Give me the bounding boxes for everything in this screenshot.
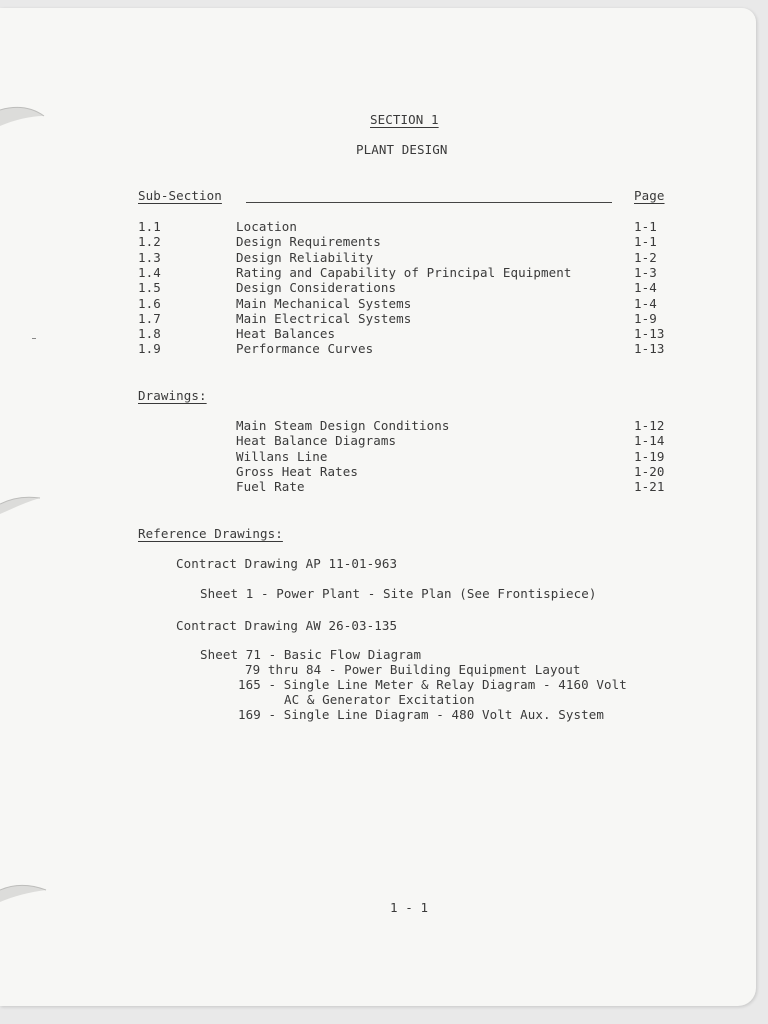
- plant-design-title: PLANT DESIGN: [356, 142, 448, 157]
- drawing-row-page: 1-20: [634, 463, 665, 479]
- section-title: SECTION 1: [370, 112, 439, 127]
- toc-row-title: Performance Curves: [236, 341, 374, 357]
- toc-row-page: 1-9: [634, 310, 657, 326]
- sheet-71-entry: Sheet 71 - Basic Flow Diagram: [200, 647, 422, 662]
- toc-row-number: 1.2: [138, 234, 161, 250]
- page-number: 1 - 1: [390, 900, 429, 915]
- toc-row-page: 1-4: [634, 295, 657, 311]
- drawings-label: Drawings:: [138, 388, 207, 403]
- sub-section-header: Sub-Section: [138, 188, 222, 203]
- page-header: Page: [634, 188, 665, 203]
- reference-drawings-label: Reference Drawings:: [138, 526, 283, 541]
- drawing-row-title: Gross Heat Rates: [236, 463, 359, 479]
- toc-row-title: Design Requirements: [236, 234, 381, 250]
- toc-row-title: Design Reliability: [236, 249, 374, 265]
- sheet-165-entry: 165 - Single Line Meter & Relay Diagram - 4160 Volt: [238, 677, 627, 692]
- toc-row-page: 1-1: [634, 219, 657, 234]
- toc-row-number: 1.7: [138, 310, 161, 326]
- toc-row-page: 1-13: [634, 341, 665, 357]
- binder-hole-bottom-icon: [0, 880, 48, 916]
- binder-hole-top-icon: [0, 102, 48, 138]
- sheet-1-site-plan: Sheet 1 - Power Plant - Site Plan (See Frontispiece): [200, 586, 597, 601]
- toc-row-number: 1.8: [138, 326, 161, 342]
- sheet-79-84-entry: 79 thru 84 - Power Building Equipment Layout: [245, 662, 581, 677]
- toc-row-number: 1.1: [138, 219, 161, 234]
- toc-row-title: Rating and Capability of Principal Equipment: [236, 264, 572, 280]
- drawing-row-title: Main Steam Design Conditions: [236, 418, 450, 433]
- stray-mark: [32, 338, 36, 339]
- document-page: [0, 8, 756, 1006]
- drawing-row-page: 1-12: [634, 418, 665, 433]
- toc-row-title: Design Considerations: [236, 280, 397, 296]
- drawing-row-title: Fuel Rate: [236, 479, 305, 495]
- header-rule: [246, 202, 612, 203]
- drawing-row-title: Heat Balance Diagrams: [236, 433, 397, 449]
- toc-row-page: 1-2: [634, 249, 657, 265]
- toc-row-number: 1.4: [138, 264, 161, 280]
- drawing-row-page: 1-19: [634, 448, 665, 464]
- drawing-row-title: Willans Line: [236, 448, 328, 464]
- toc-row-title: Main Electrical Systems: [236, 310, 412, 326]
- toc-row-page: 1-13: [634, 326, 665, 342]
- toc-row-page: 1-4: [634, 280, 657, 296]
- toc-row-number: 1.9: [138, 341, 161, 357]
- toc-row-page: 1-1: [634, 234, 657, 250]
- toc-row-number: 1.3: [138, 249, 161, 265]
- toc-row-title: Heat Balances: [236, 326, 336, 342]
- toc-row-title: Location: [236, 219, 298, 234]
- contract-drawing-aw: Contract Drawing AW 26-03-135: [176, 618, 398, 633]
- binder-hole-middle-icon: [0, 492, 48, 528]
- sheet-165-continuation: AC & Generator Excitation: [284, 692, 475, 707]
- toc-row-title: Main Mechanical Systems: [236, 295, 412, 311]
- toc-row-number: 1.6: [138, 295, 161, 311]
- drawing-row-page: 1-21: [634, 479, 665, 495]
- sheet-169-entry: 169 - Single Line Diagram - 480 Volt Aux. System: [238, 707, 605, 722]
- toc-row-number: 1.5: [138, 280, 161, 296]
- drawing-row-page: 1-14: [634, 433, 665, 449]
- toc-row-page: 1-3: [634, 264, 657, 280]
- contract-drawing-ap: Contract Drawing AP 11-01-963: [176, 556, 398, 571]
